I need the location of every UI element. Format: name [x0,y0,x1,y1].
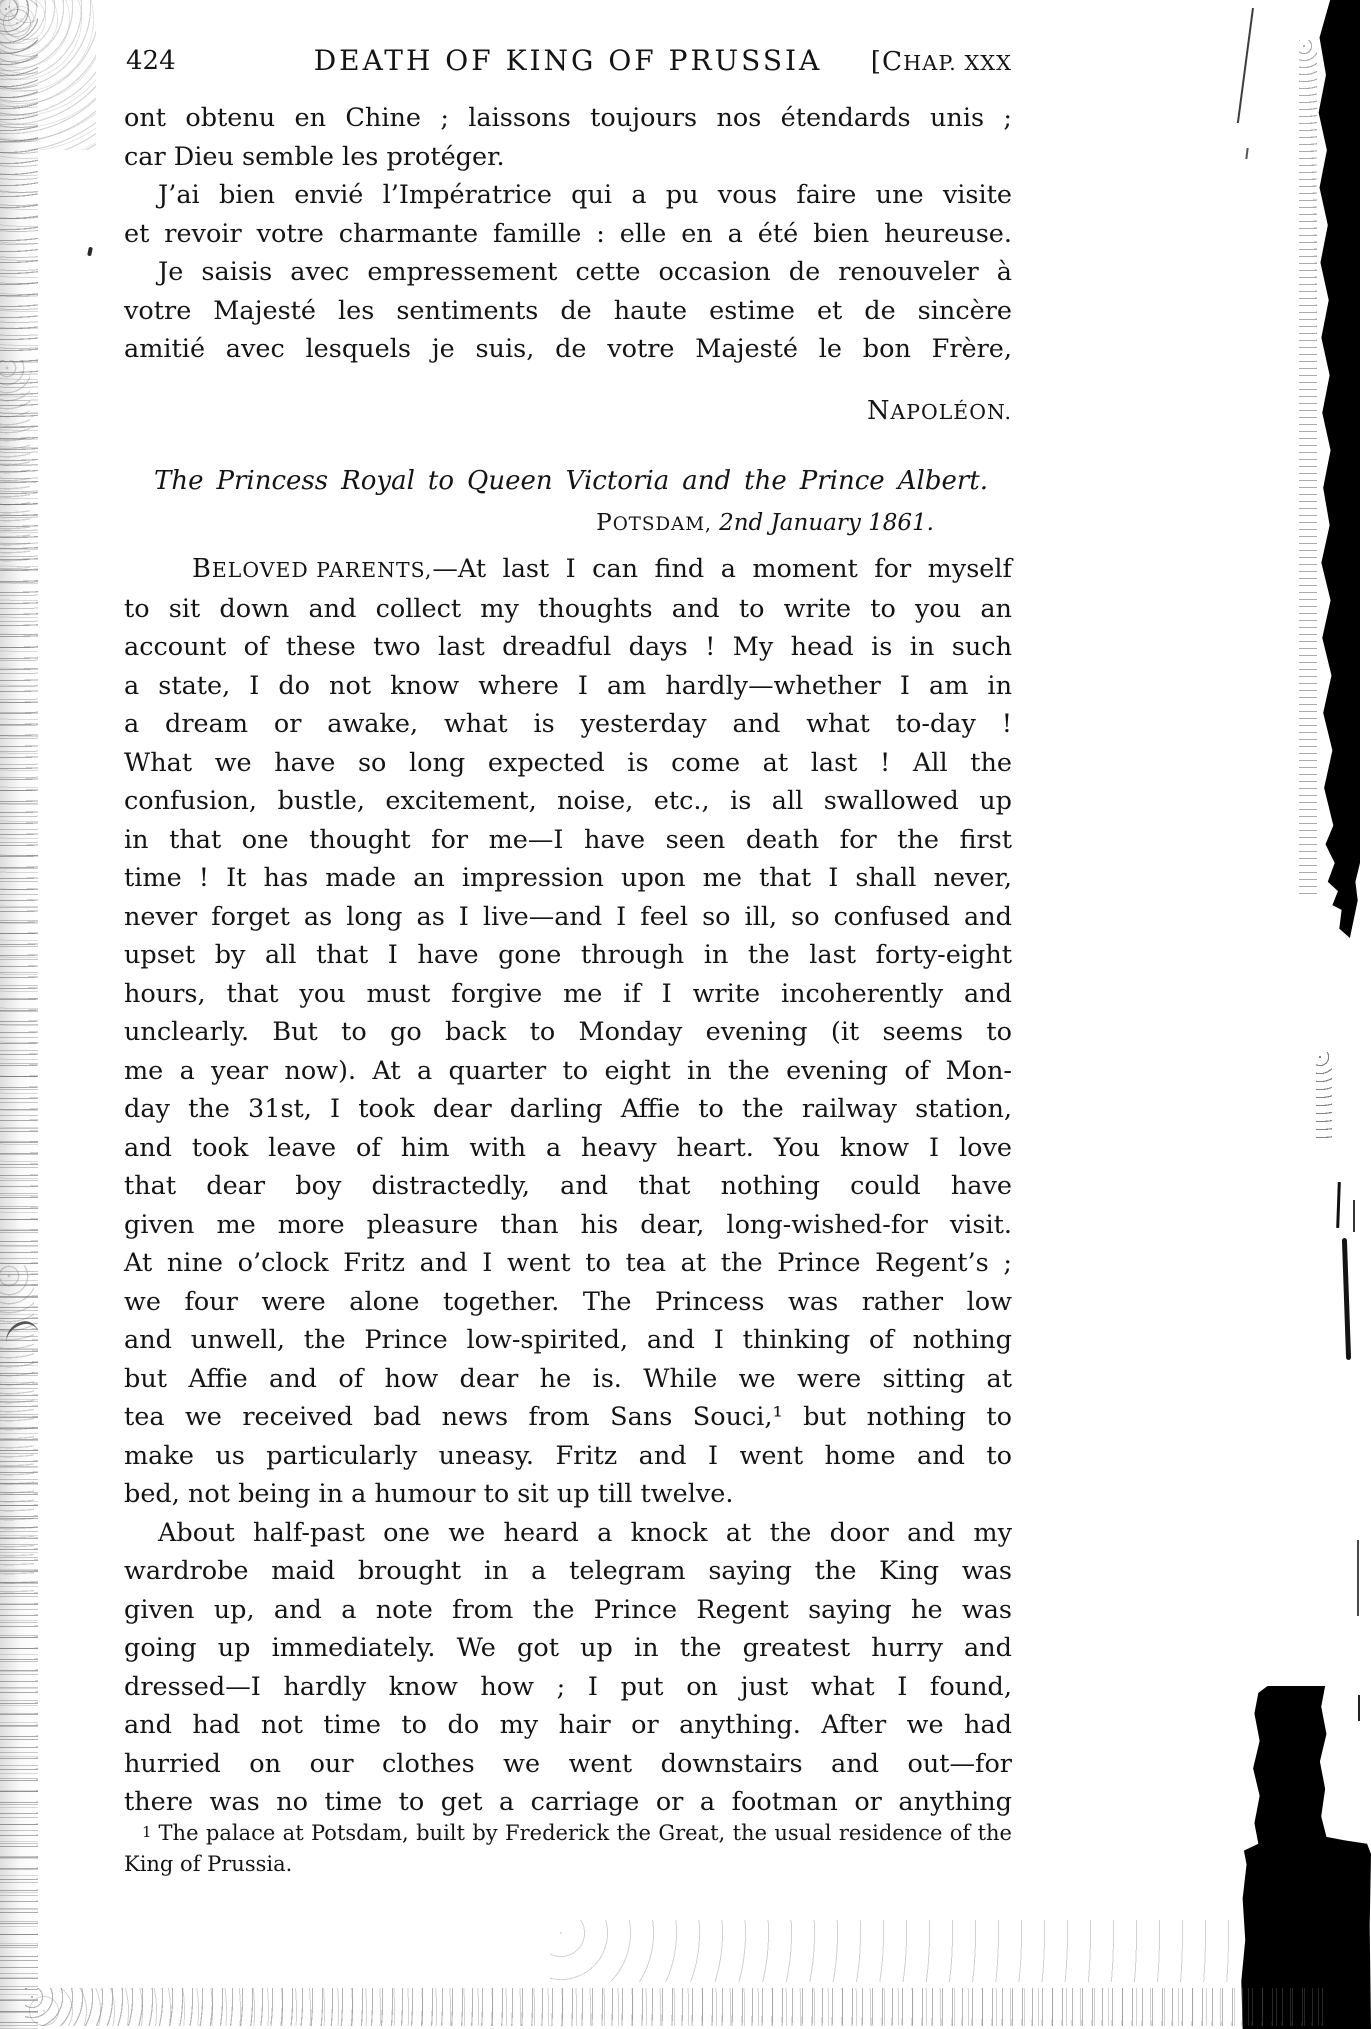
text-line: BELOVED PARENTS,—At last I can find a moment for myself [124,550,1012,590]
text-line: me a year now). At a quarter to eight in the evening of Mon- [124,1055,1012,1086]
text-line: votre Majesté les sentiments de haute estime et de sincère [124,295,1012,326]
princess-letter-text [124,550,1012,1822]
text-line: and took leave of him with a heavy heart. You know I love [124,1132,1012,1163]
scan-artifact-left-edge [0,0,38,2029]
dateline-place: POTSDAM, [596,509,712,536]
text-line: never forget as long as I live—and I feel so ill, so confused and [124,901,1012,932]
scan-artifact-crease [1237,8,1254,123]
footnote-marker: 1 [142,1823,152,1841]
scan-artifact-corner-patch [0,0,96,150]
text-line: What we have so long expected is come at last ! All the [124,747,1012,778]
scan-artifact-tick [87,247,93,257]
napoleon-signature [124,396,1012,426]
scan-artifact-squiggle [2,1318,40,1345]
text-line: hurried on our clothes we went downstairs and out—for [124,1748,1012,1779]
napoleon-letter-text [124,99,1012,369]
text-line: in that one thought for me—I have seen death for the first [124,824,1012,855]
scan-artifact-left-patch [0,360,30,570]
text-line: we four were alone together. The Princess was rather low [124,1286,1012,1317]
text-line: car Dieu semble les protéger. [124,141,505,172]
paragraph [124,550,1012,1514]
text-line: account of these two last dreadful days ! My head is in such [124,632,1012,662]
scan-artifact-stroke [1353,1200,1355,1232]
text-line: unclearly. But to go back to Monday evening (it seems to [124,1017,1012,1047]
text-line: wardrobe maid brought in a telegram saying the King was [124,1556,1012,1586]
text-line: J’ai bien envié l’Impératrice qui a pu vous faire une visite [158,180,1012,210]
text-line: hours, that you must forgive me if I write incoherently and [124,978,1012,1009]
letter-heading: The Princess Royal to Queen Victoria and the Prince Albert. [154,466,988,496]
page-header [124,44,1012,86]
scan-artifact-right-bar [1314,0,1360,938]
text-line: tea we received bad news from Sans Souci,¹ but nothing to [124,1402,1012,1432]
text-line: and unwell, the Prince low-spirited, and I thinking of nothing [124,1325,1012,1355]
paragraph [124,1514,1012,1822]
text-line: and had not time to do my hair or anything. After we had [124,1710,1012,1740]
scan-artifact-stroke [1336,1182,1341,1228]
text-line: About half-past one we heard a knock at the door and my [158,1517,1012,1548]
text-line: et revoir votre charmante famille : elle en a été bien heureuse. [124,218,1012,249]
dateline [124,509,1012,536]
text-line: time ! It has made an impression upon me that I shall never, [124,863,1012,893]
text-line: a dream or awake, what is yesterday and what to-day ! [124,709,1012,739]
text-line: make us particularly uneasy. Fritz and I went home and to [124,1440,1012,1471]
text-line: amitié avec lesquels je suis, de votre Majesté le bon Frère, [124,334,1012,364]
scan-artifact-stroke [1357,1540,1359,1616]
text-line: dressed—I hardly know how ; I put on just what I found, [124,1671,1012,1702]
text-line: upset by all that I have gone through in the last forty-eight [124,940,1012,970]
text-line: bed, not being in a humour to sit up till twelve. [124,1479,734,1509]
text-line: Je saisis avec empressement cette occasion de renouveler à [158,257,1012,287]
text-line: going up immediately. We got up in the greatest hurry and [124,1633,1012,1663]
text-line: confusion, bustle, excitement, noise, etc., is all swallowed up [124,786,1012,816]
text-line: that dear boy distractedly, and that nothing could have [124,1171,1012,1201]
scan-artifact-stroke [1358,1695,1360,1721]
text-line: given me more pleasure than his dear, long-wished-for visit. [124,1209,1012,1240]
page-number: 424 [126,46,176,76]
footnote-line: King of Prussia. [124,1852,293,1876]
text-line: ont obtenu en Chine ; laissons toujours nos étendards unis ; [124,103,1012,133]
signature-name: NAPOLÉON. [867,396,1012,426]
scan-artifact-left-patch [0,1265,34,1595]
scan-artifact-right-bar-fringe [1299,40,1317,900]
scan-artifact-specks [550,1920,1230,1982]
scan-artifact-crease [1245,148,1248,159]
salutation: BELOVED PARENTS, [192,554,433,584]
running-title: DEATH OF KING OF PRUSSIA [313,44,823,77]
text-line: to sit down and collect my thoughts and to write to you an [124,593,1012,624]
scan-artifact-bottom-band [25,1988,1325,2026]
scan-artifact-stroke [1342,1238,1351,1360]
footnote-line: 1 The palace at Potsdam, built by Frederick the Great, the usual residence of the [142,1821,1012,1845]
text-line: there was no time to get a carriage or a footman or anything [124,1787,1012,1817]
scan-artifact-bottom-blob [1240,1686,1371,2029]
paragraph [124,176,1012,253]
paragraph [124,99,1012,176]
text-line: day the 31st, I took dear darling Affie to the railway station, [124,1094,1012,1124]
text-line: given up, and a note from the Prince Regent saying he was [124,1594,1012,1625]
scan-artifact-specks [1316,1052,1332,1144]
paragraph [124,253,1012,369]
text-line: but Affie and of how dear he is. While we were sitting at [124,1363,1012,1394]
text-line: At nine o’clock Fritz and I went to tea at the Prince Regent’s ; [124,1248,1012,1278]
dateline-date: 2nd January 1861. [719,510,934,536]
footnote [124,1819,1012,1879]
chapter-marker: [CHAP. XXX [870,47,1012,77]
text-line: a state, I do not know where I am hardly—whether I am in [124,670,1012,701]
